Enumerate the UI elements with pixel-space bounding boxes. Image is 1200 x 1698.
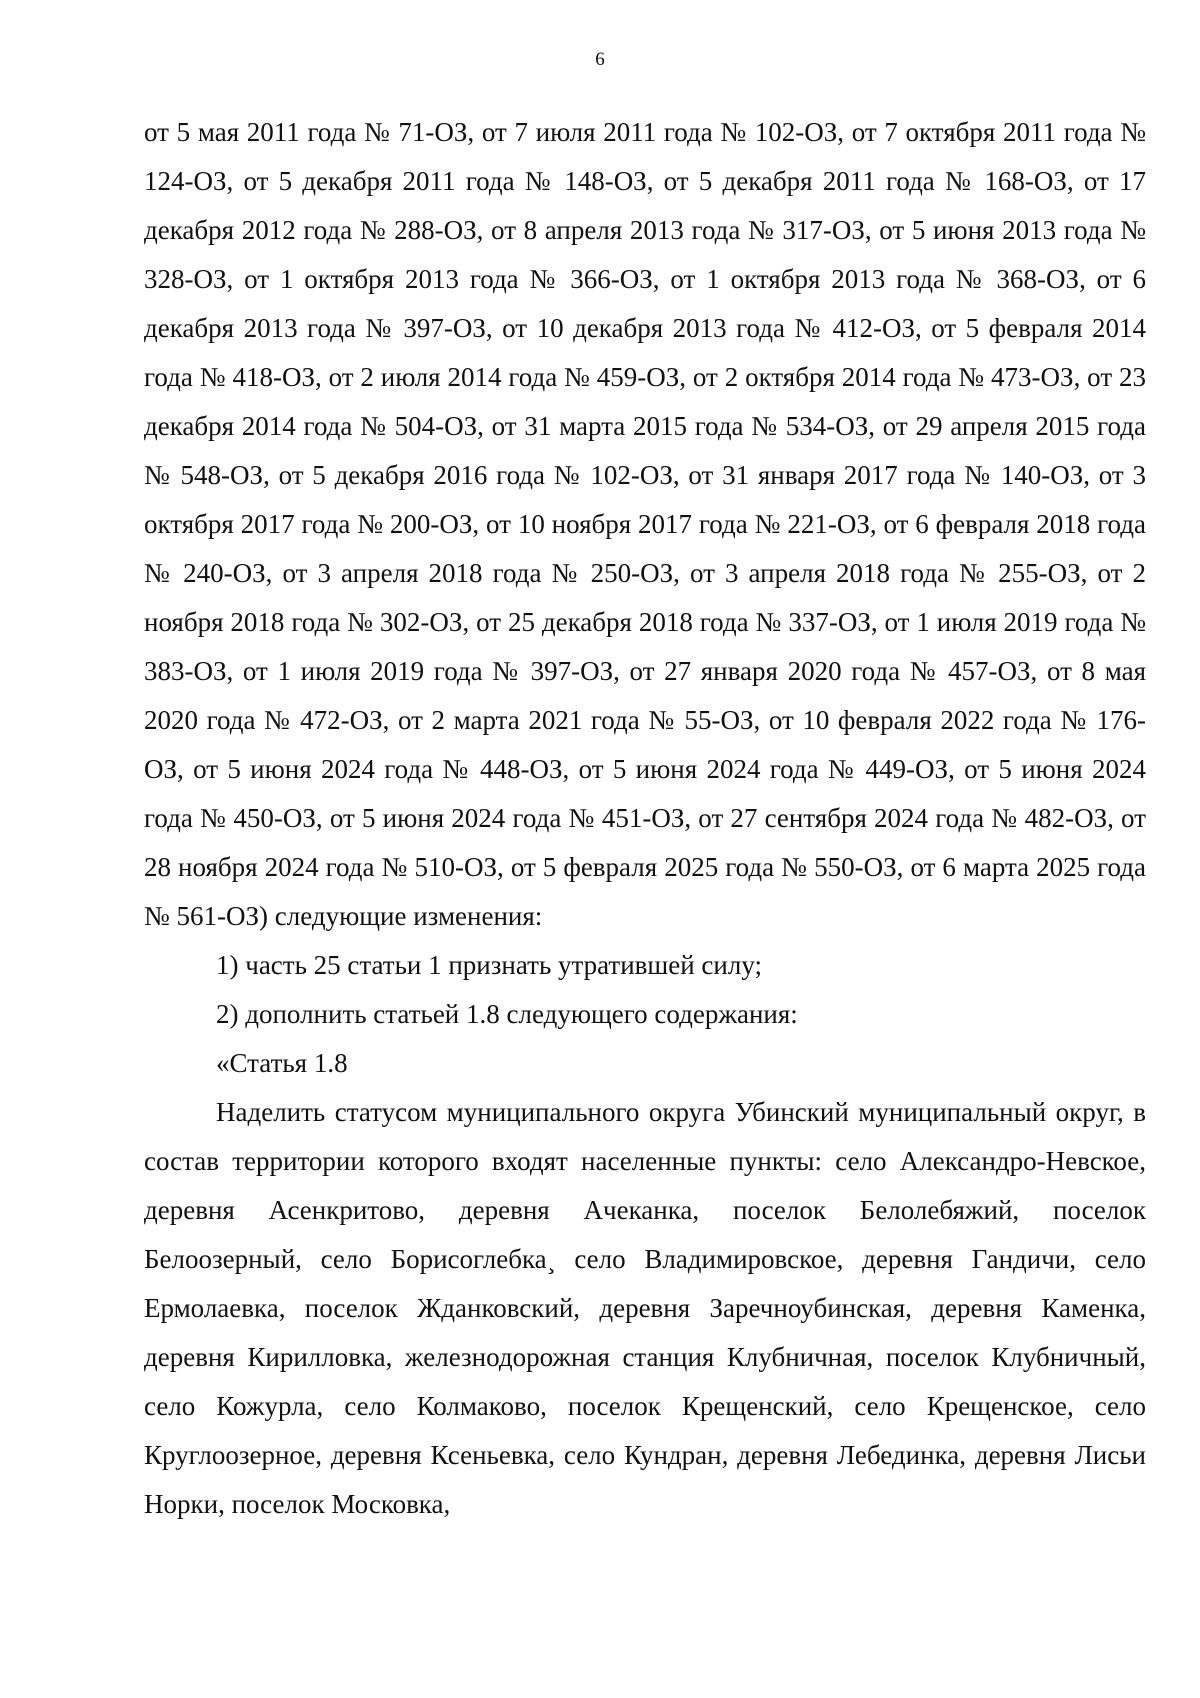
amendment-list-paragraph: от 5 мая 2011 года № 71-ОЗ, от 7 июля 2011 года № 102-ОЗ, от 7 октября 2011 года № 124-ОЗ, от 5 декабря 2011 года № 148-ОЗ, от 5 декабря 2011 года № 168-ОЗ, от 17 декабря 2012 года № 288-ОЗ, от 8 апреля 2013 года № 317-ОЗ, от 5 июня 2013 года № 328-ОЗ, от 1 октября 2013 года № 366-ОЗ, от 1 октября 2013 года № 368-ОЗ, от 6 декабря 2013 года № 397-ОЗ, от 10 декабря 2013 года № 412-ОЗ, от 5 февраля 2014 года № 418-ОЗ, от 2 июля 2014 года № 459-ОЗ, от 2 октября 2014 года № 473-ОЗ, от 23 декабря 2014 года № 504-ОЗ, от 31 марта 2015 года № 534-ОЗ, от 29 апреля 2015 года № 548-ОЗ, от 5 декабря 2016 года № 102-ОЗ, от 31 января 2017 года № 140-ОЗ, от 3 октября 2017 года № 200-ОЗ, от 10 ноября 2017 года № 221-ОЗ, от 6 февраля 2018 года № 240-ОЗ, от 3 апреля 2018 года № 250-ОЗ, от 3 апреля 2018 года № 255-ОЗ, от 2 ноября 2018 года № 302-ОЗ, от 25 декабря 2018 года № 337-ОЗ, от 1 июля 2019 года № 383-ОЗ, от 1 июля 2019 года № 397-ОЗ, от 27 января 2020 года № 457-ОЗ, от 8 мая 2020 года № 472-ОЗ, от 2 марта 2021 года № 55-ОЗ, от 10 февраля 2022 года № 176-ОЗ, от 5 июня 2024 года № 448-ОЗ, от 5 июня 2024 года № 449-ОЗ, от 5 июня 2024 года № 450-ОЗ, от 5 июня 2024 года № 451-ОЗ, от 27 сентября 2024 года № 482-ОЗ, от 28 ноября 2024 года № 510-ОЗ, от 5 февраля 2025 года № 550-ОЗ, от 6 марта 2025 года № 561-ОЗ) следующие изменения: <box>144 117 1146 931</box>
page-number: 6 <box>595 49 605 70</box>
item-1-paragraph: 1) часть 25 статьи 1 признать утратившей силу; <box>216 950 762 980</box>
document-body <box>144 108 1146 1529</box>
item-2-paragraph: 2) дополнить статьей 1.8 следующего содержания: <box>216 999 798 1029</box>
article-text-paragraph: Наделить статусом муниципального округа Убинский муниципальный округ, в состав территории которого входят населенные пункты: село Александро-Невское, деревня Асенкритово, деревня Ачеканка, поселок Белолебяжий, поселок Белоозерный, село Борисоглебка¸ село Владимировское, деревня Гандичи, село Ермолаевка, поселок Жданковский, деревня Заречноубинская, деревня Каменка, деревня Кирилловка, железнодорожная станция Клубничная, поселок Клубничный, село Кожурла, село Колмаково, поселок Крещенский, село Крещенское, село Круглоозерное, деревня Ксеньевка, село Кундран, деревня Лебединка, деревня Лисьи Норки, поселок Московка, <box>144 1097 1146 1519</box>
article-heading: «Статья 1.8 <box>216 1048 348 1078</box>
